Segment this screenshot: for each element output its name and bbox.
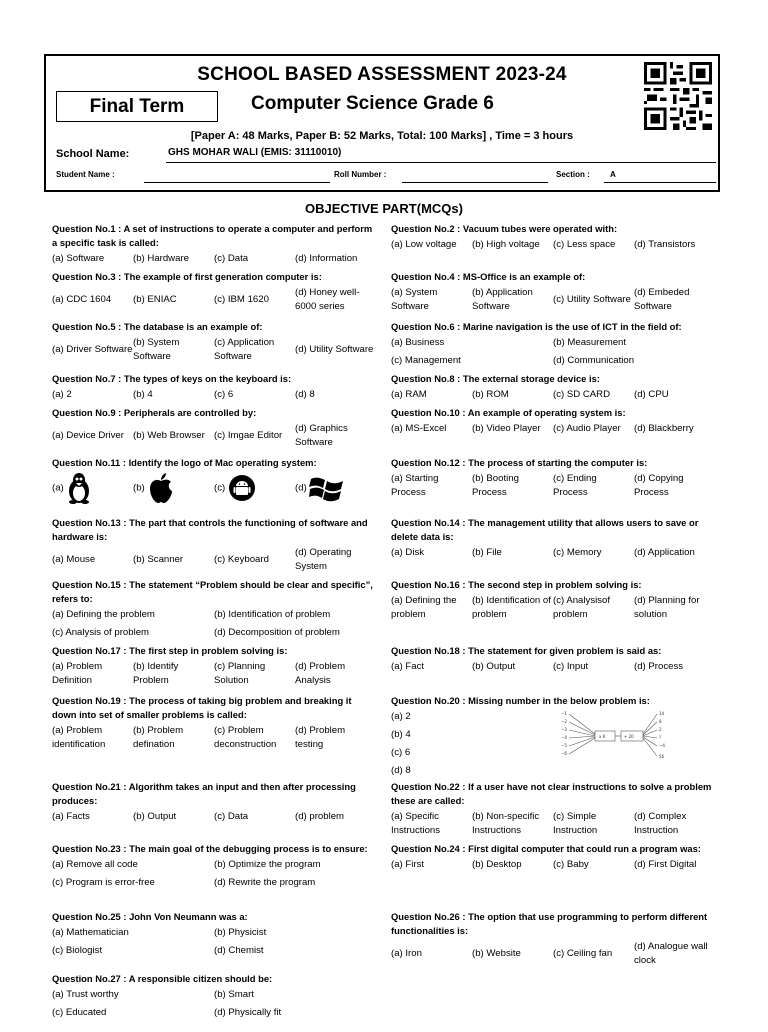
option-d: (d) Complex Instruction [634,811,687,836]
section-value: A [610,170,616,179]
option-d: (d) Chemist [214,945,264,956]
option-b: (b) [133,472,214,504]
question-text: Question No.16 : The second step in problem solving is: [391,579,642,590]
paper-info: [Paper A: 48 Marks, Paper B: 52 Marks, Total: 100 Marks] , Time = 3 hours [190,130,574,142]
option-c: (c) Biologist [52,945,103,956]
option-b: (b) High voltage [472,239,540,250]
option-a: (a) Remove all code [52,859,138,870]
option-c: (c) Application Software [214,337,275,362]
term-box: Final Term [56,91,218,122]
question-text: Question No.13 : The part that controls the functioning of software and hardware is: [52,517,368,542]
option-a: (a) Driver Software [52,344,133,355]
question-6 [391,320,717,372]
option-d: (d) Problem testing [295,725,346,750]
roll-number-label: Roll Number : [334,170,387,179]
option-d: (d) Graphics Software [295,423,348,448]
option-a: (a) [52,472,133,504]
option-b: (b) Physicist [214,927,267,938]
svg-text:2: 2 [659,727,662,732]
svg-text:−5: −5 [561,743,567,748]
question-text: Question No.6 : Marine navigation is the use of ICT in the field of: [391,321,682,332]
subject-title: Computer Science Grade 6 [251,93,494,114]
option-b: (b) Video Player [472,423,541,434]
number-flow-diagram [561,708,671,764]
question-text: Question No.11 : Identify the logo of Mac operating system: [52,457,317,468]
option-c: (c) Memory [553,547,602,558]
question-text: Question No.24 : First digital computer that could run a program was: [391,843,701,854]
option-a: (a) 2 [391,711,411,722]
question-3 [52,270,378,320]
question-27 [52,972,378,1032]
question-26 [391,910,717,972]
question-11 [52,456,378,516]
question-14 [391,516,717,578]
option-c: (c) Problem deconstruction [214,725,277,750]
question-22 [391,780,717,842]
option-a: (a) Defining the problem [52,609,155,620]
option-c: (c) Ending Process [553,473,597,498]
option-a: (a) Fact [391,661,425,672]
question-text: Question No.12 : The process of starting the computer is: [391,457,648,468]
option-d: (d) Embeded Software [634,287,690,312]
question-text: Question No.22 : If a user have not clear instructions to solve a problem these are called: [391,781,712,806]
section-line [604,182,716,183]
option-b: (b) Hardware [133,253,189,264]
option-a: (a) MS-Excel [391,423,447,434]
question-16 [391,578,717,644]
question-23 [52,842,378,910]
option-c: (c) Keyboard [214,554,269,565]
roll-number-field[interactable] [402,182,548,183]
option-b: (b) 4 [391,729,411,740]
option-a: (a) Defining the problem [391,595,457,620]
question-text: Question No.17 : The first step in problem solving is: [52,645,288,656]
option-a: (a) Trust worthy [52,989,119,1000]
question-18 [391,644,717,694]
question-text: Question No.5 : The database is an example of: [52,321,263,332]
option-c: (c) Data [214,811,249,822]
option-d: (d) Blackberry [634,423,694,434]
option-b: (b) 4 [133,389,153,400]
windows-logo-icon [309,473,345,503]
option-b: (b) Optimize the program [214,859,321,870]
option-b: (b) Desktop [472,859,522,870]
option-a: (a) Device Driver [52,430,124,441]
question-text: Question No.10 : An example of operating system is: [391,407,626,418]
option-d: (d) First Digital [634,859,697,870]
question-text: Question No.14 : The management utility that allows users to save or delete data is: [391,517,699,542]
question-text: Question No.20 : Missing number in the below problem is: [391,695,650,706]
option-c: (c) Utility Software [553,294,631,305]
question-24 [391,842,717,910]
option-c: (c) Simple Instruction [553,811,598,836]
option-d: (d) [295,473,376,503]
option-c: (c) Input [553,661,589,672]
question-text: Question No.9 : Peripherals are controlled by: [52,407,257,418]
option-c: (c) Planning Solution [214,661,266,686]
question-10 [391,406,717,456]
option-d: (d) 8 [295,389,315,400]
option-a: (a) First [391,859,425,870]
option-b: (b) Web Browser [133,430,205,441]
option-d: (d) Utility Software [295,344,374,355]
option-d: (d) Decomposition of problem [214,627,340,638]
option-b: (b) ENIAC [133,294,177,305]
option-d: (d) CPU [634,389,669,400]
option-b: (b) Scanner [133,554,184,565]
question-text: Question No.2 : Vacuum tubes were operated with: [391,223,618,234]
question-text: Question No.23 : The main goal of the debugging process is to ensure: [52,843,368,854]
option-a: (a) Mathematician [52,927,129,938]
option-c: (c) Ceiling fan [553,948,613,959]
option-d: (d) Transistors [634,239,696,250]
option-c: (c) Program is error-free [52,877,155,888]
option-d: (d) Problem Analysis [295,661,346,686]
option-d: (d) Physically fit [214,1007,282,1018]
svg-text:?: ? [659,735,662,740]
left-question-column [52,222,378,1032]
option-b: (b) ROM [472,389,509,400]
option-a: (a) Mouse [52,554,96,565]
option-b: (b) Application Software [472,287,533,312]
question-text: Question No.19 : The process of taking big problem and breaking it down into set of smaller problems is called: [52,695,352,720]
option-a: (a) RAM [391,389,427,400]
question-15 [52,578,378,644]
option-b: (b) Identification of problem [472,595,551,620]
option-a: (a) 2 [52,389,72,400]
school-name-line [166,162,716,163]
option-c: (c) Baby [553,859,589,870]
option-a: (a) Facts [52,811,90,822]
option-a: (a) Low voltage [391,239,457,250]
question-5 [52,320,378,372]
option-b: (b) Identification of problem [214,609,331,620]
svg-text:14: 14 [659,711,665,716]
option-b: (b) Problem defination [133,725,184,750]
question-4 [391,270,717,320]
option-c: (c) Analysis of problem [52,627,150,638]
student-name-field[interactable] [144,182,330,183]
option-b: (b) File [472,547,502,558]
option-c: (c) Educated [52,1007,107,1018]
option-c: (c) IBM 1620 [214,294,269,305]
option-c: (c) Analysisof problem [553,595,611,620]
option-b: (b) Smart [214,989,254,1000]
exam-title: SCHOOL BASED ASSESSMENT 2023-24 [197,64,567,85]
option-b: (b) Non-specific Instructions [472,811,540,836]
option-a: (a) Specific Instructions [391,811,441,836]
option-a: (a) CDC 1604 [52,294,112,305]
option-c: (c) Imgae Editor [214,430,283,441]
svg-text:−6: −6 [561,751,567,756]
question-25 [52,910,378,972]
question-8 [391,372,717,406]
option-a: (a) Iron [391,948,422,959]
option-c: (c) Data [214,253,249,264]
question-2 [391,222,717,270]
question-text: Question No.7 : The types of keys on the keyboard is: [52,373,292,384]
option-c: (c) 6 [391,747,411,758]
option-c: (c) [214,474,295,502]
option-c: (c) Less space [553,239,616,250]
svg-text:x 6: x 6 [599,734,606,739]
option-d: (d) problem [295,811,345,822]
option-c: (c) SD CARD [553,389,611,400]
question-20 [391,694,717,780]
question-13 [52,516,378,578]
option-a: (a) System Software [391,287,438,312]
question-9 [52,406,378,456]
option-d: (d) Information [295,253,358,264]
option-d: (d) Copying Process [634,473,684,498]
option-b: (b) Booting Process [472,473,519,498]
question-text: Question No.4 : MS-Office is an example of: [391,271,586,282]
question-text: Question No.21 : Algorithm takes an input and then after processing produces: [52,781,356,806]
question-1 [52,222,378,270]
option-c: (c) Audio Player [553,423,621,434]
section-label: Section : [556,170,590,179]
svg-text:−3: −3 [561,727,567,732]
right-question-column [391,222,717,972]
svg-text:−4: −4 [561,735,567,740]
option-d: (d) Planning for solution [634,595,700,620]
option-d: (d) Communication [553,355,635,366]
option-c: (c) Management [391,355,461,366]
svg-text:−4: −4 [659,743,665,748]
question-text: Question No.26 : The option that use programming to perform different functionalities is: [391,911,708,936]
option-a: (a) Software [52,253,105,264]
option-d: (d) Rewrite the program [214,877,316,888]
option-b: (b) Measurement [553,337,627,348]
question-12 [391,456,717,516]
option-c: (c) 6 [214,389,234,400]
svg-text:8: 8 [659,719,662,724]
part-title: OBJECTIVE PART(MCQs) [305,201,463,216]
option-a: (a) Starting Process [391,473,439,498]
question-text: Question No.1 : A set of instructions to operate a computer and perform a specific task is called: [52,223,373,248]
option-b: (b) System Software [133,337,180,362]
question-text: Question No.15 : The statement “Problem should be clear and specific”, refers to: [52,579,373,604]
question-text: Question No.3 : The example of first generation computer is: [52,271,322,282]
option-b: (b) Identify Problem [133,661,179,686]
option-a: (a) Business [391,337,445,348]
question-text: Question No.25 : John Von Neumann was a: [52,911,248,922]
question-text: Question No.8 : The external storage device is: [391,373,600,384]
question-text: Question No.27 : A responsible citizen should be: [52,973,273,984]
option-d: (d) Operating System [295,547,352,572]
svg-text:−1: −1 [561,711,567,716]
option-b: (b) Website [472,948,521,959]
option-d: (d) Application [634,547,695,558]
question-text: Question No.18 : The statement for given problem is said as: [391,645,662,656]
svg-text:56: 56 [659,754,665,759]
option-d: (d) Analogue wall clock [634,941,708,966]
option-a: (a) Problem identification [52,725,106,750]
option-b: (b) Output [133,811,177,822]
option-b: (b) Output [472,661,516,672]
apple-logo-icon [147,472,175,504]
exam-header [44,54,720,192]
option-d: (d) 8 [391,765,411,776]
option-a: (a) Problem Definition [52,661,103,686]
svg-text:+ 20: + 20 [624,734,634,739]
option-d: (d) Honey well-6000 series [295,287,360,312]
option-d: (d) Process [634,661,684,672]
question-7 [52,372,378,406]
question-21 [52,780,378,842]
option-a: (a) Disk [391,547,425,558]
school-name-value: GHS MOHAR WALI (EMIS: 31110010) [168,147,342,158]
android-logo-icon [228,474,256,502]
svg-text:−2: −2 [561,719,567,724]
qr-code-icon [644,62,712,130]
school-name-label: School Name: [56,148,130,160]
student-name-label: Student Name : [56,170,115,179]
question-19 [52,694,378,780]
linux-penguin-icon [66,472,92,504]
question-17 [52,644,378,694]
